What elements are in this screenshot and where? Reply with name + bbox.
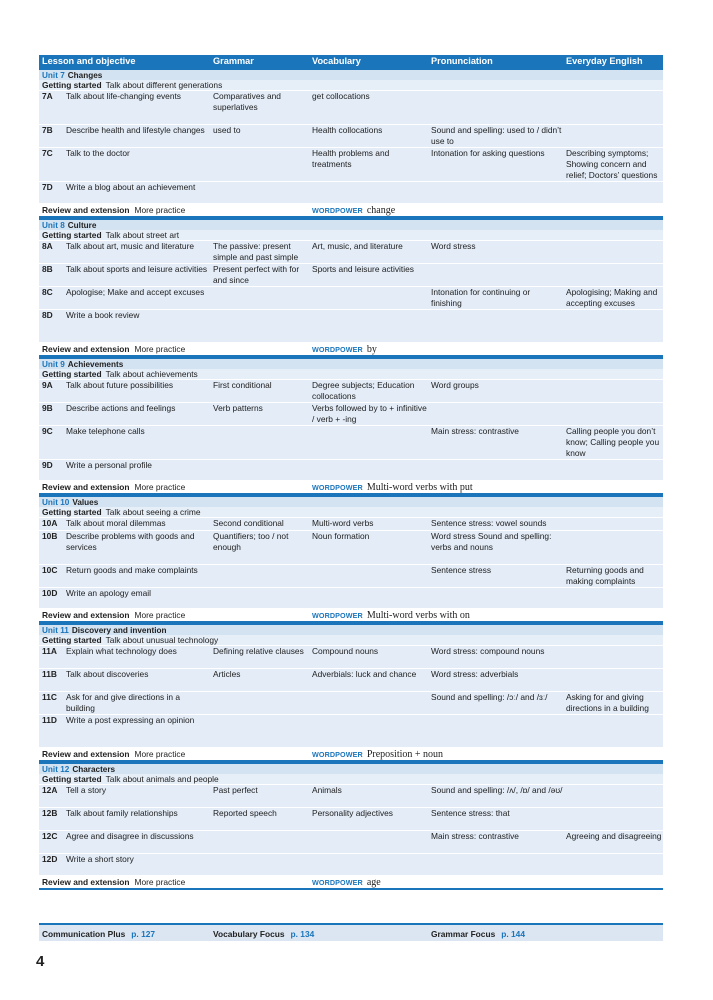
review-text: More practice bbox=[134, 344, 186, 354]
lesson-grammar bbox=[210, 588, 309, 608]
lesson-code: 8D bbox=[42, 310, 53, 320]
lesson-grammar bbox=[210, 310, 309, 342]
lesson-objective: Return goods and make complaints bbox=[66, 565, 198, 575]
unit-number: Unit 10 bbox=[42, 498, 70, 507]
lesson-vocabulary bbox=[309, 692, 428, 714]
review-text: More practice bbox=[134, 205, 186, 215]
lesson-objective: Write a personal profile bbox=[66, 460, 152, 470]
lesson-pronunciation: Intonation for continuing or finishing bbox=[431, 287, 531, 308]
unit-header bbox=[39, 623, 663, 635]
lesson-everyday-english bbox=[563, 403, 663, 425]
getting-started-label: Getting started bbox=[42, 80, 102, 90]
communication-plus-label: Communication Plus bbox=[42, 929, 126, 939]
unit-header bbox=[39, 357, 663, 369]
lesson-code: 9B bbox=[42, 403, 53, 413]
lesson-code: 12C bbox=[42, 831, 58, 841]
lesson-objective: Talk about moral dilemmas bbox=[66, 518, 166, 528]
getting-started-row bbox=[39, 635, 663, 646]
wordpower-label: WORDPOWER bbox=[312, 345, 363, 354]
lesson-vocabulary bbox=[309, 310, 428, 342]
unit-number: Unit 7 bbox=[42, 71, 65, 80]
lesson-objective: Write a post expressing an opinion bbox=[66, 715, 195, 725]
lesson-code: 9C bbox=[42, 426, 53, 436]
lesson-grammar: Verb patterns bbox=[213, 403, 263, 413]
lesson-objective: Apologise; Make and accept excuses bbox=[66, 287, 205, 297]
wordpower-label: WORDPOWER bbox=[312, 206, 363, 215]
lesson-pronunciation: Word groups bbox=[431, 380, 479, 390]
wordpower-topic: Multi-word verbs with on bbox=[366, 610, 470, 621]
lesson-pronunciation: Word stress: adverbials bbox=[431, 669, 519, 679]
lesson-code: 10C bbox=[42, 565, 58, 575]
lesson-grammar bbox=[210, 182, 309, 203]
lesson-objective: Ask for and give directions in a building bbox=[66, 692, 181, 713]
lesson-grammar: Reported speech bbox=[213, 808, 277, 818]
unit-title: Discovery and invention bbox=[71, 626, 167, 635]
lesson-objective: Talk about future possibilities bbox=[66, 380, 174, 390]
lesson-row bbox=[39, 785, 663, 808]
lesson-everyday-english bbox=[563, 785, 663, 807]
unit-title: Values bbox=[72, 498, 99, 507]
lesson-row bbox=[39, 241, 663, 264]
lesson-objective: Describe problems with goods and services bbox=[66, 531, 195, 552]
lesson-code: 11B bbox=[42, 669, 57, 679]
lesson-code: 11C bbox=[42, 692, 57, 702]
lesson-grammar bbox=[210, 715, 309, 747]
lesson-everyday-english bbox=[563, 531, 663, 564]
lesson-everyday-english bbox=[563, 518, 663, 530]
lesson-code: 11D bbox=[42, 715, 57, 725]
lesson-vocabulary: Degree subjects; Education collocations bbox=[312, 380, 415, 401]
lesson-pronunciation bbox=[428, 460, 563, 480]
review-text: More practice bbox=[134, 877, 186, 887]
getting-started-text: Talk about unusual technology bbox=[105, 635, 219, 645]
lesson-grammar bbox=[210, 565, 309, 587]
unit-title: Achievements bbox=[67, 360, 124, 369]
lesson-everyday-english bbox=[563, 91, 663, 124]
lesson-grammar bbox=[210, 287, 309, 309]
review-text: More practice bbox=[134, 749, 186, 759]
lesson-objective: Write a book review bbox=[66, 310, 140, 320]
lesson-everyday-english bbox=[563, 669, 663, 691]
lesson-code: 12B bbox=[42, 808, 58, 818]
lesson-row bbox=[39, 460, 663, 481]
lesson-grammar: Second conditional bbox=[213, 518, 284, 528]
getting-started-label: Getting started bbox=[42, 635, 102, 645]
lesson-row bbox=[39, 808, 663, 831]
vocabulary-focus-page[interactable]: p. 134 bbox=[290, 929, 315, 939]
lesson-grammar: First conditional bbox=[213, 380, 272, 390]
getting-started-text: Talk about achievements bbox=[105, 369, 198, 379]
lesson-row bbox=[39, 854, 663, 876]
lesson-everyday-english: Returning goods and making complaints bbox=[566, 565, 644, 586]
lesson-row bbox=[39, 426, 663, 460]
lesson-objective: Talk about discoveries bbox=[66, 669, 149, 679]
lesson-pronunciation bbox=[428, 854, 563, 875]
lesson-pronunciation: Word stress bbox=[431, 241, 476, 251]
lesson-pronunciation bbox=[428, 403, 563, 425]
unit-header bbox=[39, 495, 663, 507]
lesson-code: 12A bbox=[42, 785, 58, 795]
lesson-pronunciation: Main stress: contrastive bbox=[431, 831, 519, 841]
lesson-vocabulary bbox=[309, 854, 428, 875]
wordpower-label: WORDPOWER bbox=[312, 750, 363, 759]
lesson-code: 8B bbox=[42, 264, 53, 274]
lesson-code: 10B bbox=[42, 531, 58, 541]
lesson-objective: Talk about art, music and literature bbox=[66, 241, 195, 251]
lesson-everyday-english bbox=[563, 125, 663, 147]
lesson-vocabulary bbox=[309, 715, 428, 747]
lesson-pronunciation bbox=[428, 588, 563, 608]
lesson-row bbox=[39, 565, 663, 588]
lesson-row bbox=[39, 380, 663, 403]
lesson-code: 10D bbox=[42, 588, 58, 598]
wordpower-topic: Preposition + noun bbox=[366, 749, 444, 760]
table-header bbox=[39, 55, 663, 68]
unit-header bbox=[39, 218, 663, 230]
lesson-vocabulary bbox=[309, 565, 428, 587]
review-row bbox=[39, 204, 663, 218]
lesson-vocabulary bbox=[309, 831, 428, 853]
communication-plus-page[interactable]: p. 127 bbox=[131, 929, 156, 939]
header-vocabulary: Vocabulary bbox=[312, 56, 361, 66]
lesson-row bbox=[39, 692, 663, 715]
review-label: Review and extension bbox=[42, 610, 130, 620]
lesson-pronunciation: Sound and spelling: used to / didn’t use to bbox=[431, 125, 562, 146]
lesson-row bbox=[39, 310, 663, 343]
lesson-objective: Write a blog about an achievement bbox=[66, 182, 196, 192]
lesson-vocabulary: Art, music, and literature bbox=[312, 241, 403, 251]
header-lesson: Lesson and objective bbox=[42, 56, 136, 66]
lesson-everyday-english bbox=[563, 264, 663, 286]
getting-started-text: Talk about animals and people bbox=[105, 774, 219, 784]
getting-started-row bbox=[39, 507, 663, 518]
review-text: More practice bbox=[134, 482, 186, 492]
lesson-everyday-english: Apologising; Making and accepting excuses bbox=[566, 287, 658, 308]
lesson-grammar bbox=[210, 692, 309, 714]
lesson-everyday-english bbox=[563, 715, 663, 747]
lesson-everyday-english: Agreeing and disagreeing bbox=[566, 831, 662, 841]
lesson-grammar: used to bbox=[213, 125, 241, 135]
lesson-pronunciation bbox=[428, 264, 563, 286]
lesson-vocabulary: Sports and leisure activities bbox=[312, 264, 414, 274]
lesson-objective: Write an apology email bbox=[66, 588, 152, 598]
unit-number: Unit 12 bbox=[42, 765, 70, 774]
lesson-code: 7C bbox=[42, 148, 53, 158]
lesson-vocabulary: Health collocations bbox=[312, 125, 383, 135]
lesson-code: 7A bbox=[42, 91, 53, 101]
unit-title: Culture bbox=[67, 221, 97, 230]
header-everyday: Everyday English bbox=[566, 56, 643, 66]
lesson-pronunciation bbox=[428, 310, 563, 342]
lesson-grammar: Present perfect with for and since bbox=[213, 264, 300, 285]
lesson-vocabulary: Noun formation bbox=[312, 531, 370, 541]
lesson-grammar: Comparatives and superlatives bbox=[213, 91, 281, 112]
lesson-everyday-english bbox=[563, 310, 663, 342]
lesson-grammar bbox=[210, 460, 309, 480]
lesson-grammar bbox=[210, 854, 309, 875]
lesson-vocabulary bbox=[309, 287, 428, 309]
lesson-objective: Describe health and lifestyle changes bbox=[66, 125, 205, 135]
lesson-objective: Talk about life-changing events bbox=[66, 91, 181, 101]
vocabulary-focus-label: Vocabulary Focus bbox=[213, 929, 285, 939]
lesson-objective: Describe actions and feelings bbox=[66, 403, 176, 413]
grammar-focus-page[interactable]: p. 144 bbox=[501, 929, 525, 939]
review-label: Review and extension bbox=[42, 749, 130, 759]
lesson-everyday-english: Asking for and giving directions in a building bbox=[566, 692, 649, 713]
review-row bbox=[39, 748, 663, 762]
lesson-vocabulary: Personality adjectives bbox=[312, 808, 393, 818]
lesson-pronunciation: Sound and spelling: /ɔː/ and /ɜː/ bbox=[431, 692, 548, 702]
lesson-row bbox=[39, 715, 663, 748]
page-number: 4 bbox=[36, 953, 45, 970]
lesson-code: 7D bbox=[42, 182, 53, 192]
lesson-row bbox=[39, 287, 663, 310]
lesson-everyday-english bbox=[563, 380, 663, 402]
lesson-pronunciation bbox=[428, 91, 563, 124]
lesson-pronunciation: Sentence stress bbox=[431, 565, 492, 575]
lesson-everyday-english bbox=[563, 646, 663, 668]
getting-started-row bbox=[39, 369, 663, 380]
lesson-grammar: The passive: present simple and past simple bbox=[213, 241, 299, 262]
lesson-code: 11A bbox=[42, 646, 57, 656]
lesson-vocabulary bbox=[309, 426, 428, 459]
lesson-code: 9D bbox=[42, 460, 53, 470]
unit-header bbox=[39, 762, 663, 774]
lesson-objective: Explain what technology does bbox=[66, 646, 177, 656]
unit-title: Changes bbox=[67, 71, 103, 80]
review-text: More practice bbox=[134, 610, 186, 620]
lesson-vocabulary: Health problems and treatments bbox=[312, 148, 390, 169]
lesson-vocabulary bbox=[309, 588, 428, 608]
wordpower-topic: age bbox=[366, 877, 381, 888]
lesson-pronunciation: Word stress: compound nouns bbox=[431, 646, 545, 656]
lesson-everyday-english bbox=[563, 808, 663, 830]
review-label: Review and extension bbox=[42, 877, 130, 887]
lesson-vocabulary bbox=[309, 182, 428, 203]
lesson-vocabulary: Animals bbox=[312, 785, 342, 795]
lesson-grammar: Articles bbox=[213, 669, 241, 679]
lesson-row bbox=[39, 518, 663, 531]
lesson-everyday-english bbox=[563, 460, 663, 480]
lesson-row bbox=[39, 91, 663, 125]
lesson-objective: Agree and disagree in discussions bbox=[66, 831, 194, 841]
lesson-code: 7B bbox=[42, 125, 53, 135]
lesson-grammar bbox=[210, 426, 309, 459]
lesson-code: 8A bbox=[42, 241, 53, 251]
lesson-vocabulary bbox=[309, 460, 428, 480]
lesson-pronunciation bbox=[428, 715, 563, 747]
getting-started-row bbox=[39, 230, 663, 241]
lesson-objective: Talk to the doctor bbox=[66, 148, 130, 158]
wordpower-topic: change bbox=[366, 205, 396, 216]
lesson-objective: Make telephone calls bbox=[66, 426, 145, 436]
footer-references bbox=[39, 923, 663, 941]
lesson-vocabulary: get collocations bbox=[312, 91, 370, 101]
lesson-objective: Write a short story bbox=[66, 854, 134, 864]
lesson-row bbox=[39, 831, 663, 854]
units-container bbox=[39, 68, 663, 890]
getting-started-text: Talk about different generations bbox=[105, 80, 223, 90]
lesson-grammar: Past perfect bbox=[213, 785, 258, 795]
lesson-code: 9A bbox=[42, 380, 53, 390]
getting-started-label: Getting started bbox=[42, 369, 102, 379]
lesson-row bbox=[39, 646, 663, 669]
lesson-code: 10A bbox=[42, 518, 58, 528]
getting-started-text: Talk about seeing a crime bbox=[105, 507, 201, 517]
lesson-grammar: Quantifiers; too / not enough bbox=[213, 531, 289, 552]
lesson-row bbox=[39, 403, 663, 426]
lesson-row bbox=[39, 148, 663, 182]
unit-title: Characters bbox=[72, 765, 116, 774]
review-row bbox=[39, 876, 663, 890]
lesson-pronunciation: Intonation for asking questions bbox=[431, 148, 545, 158]
review-row bbox=[39, 609, 663, 623]
lesson-row bbox=[39, 669, 663, 692]
unit-number: Unit 8 bbox=[42, 221, 65, 230]
grammar-focus-label: Grammar Focus bbox=[431, 929, 496, 939]
review-label: Review and extension bbox=[42, 344, 130, 354]
getting-started-label: Getting started bbox=[42, 507, 102, 517]
review-row bbox=[39, 481, 663, 495]
lesson-pronunciation: Sentence stress: that bbox=[431, 808, 510, 818]
wordpower-topic: Multi-word verbs with put bbox=[366, 482, 473, 493]
getting-started-label: Getting started bbox=[42, 230, 102, 240]
lesson-pronunciation: Sentence stress: vowel sounds bbox=[431, 518, 547, 528]
lesson-grammar bbox=[210, 148, 309, 181]
unit-number: Unit 11 bbox=[42, 626, 69, 635]
wordpower-label: WORDPOWER bbox=[312, 483, 363, 492]
lesson-vocabulary: Verbs followed by to + infinitive / verb + -ing bbox=[312, 403, 427, 424]
lesson-code: 8C bbox=[42, 287, 53, 297]
lesson-everyday-english: Describing symptoms; Showing concern and relief; Doctors’ questions bbox=[566, 148, 658, 180]
lesson-row bbox=[39, 588, 663, 609]
lesson-objective: Talk about sports and leisure activities bbox=[66, 264, 208, 274]
lesson-everyday-english bbox=[563, 182, 663, 203]
header-pronunciation: Pronunciation bbox=[431, 56, 493, 66]
lesson-row bbox=[39, 264, 663, 287]
getting-started-text: Talk about street art bbox=[105, 230, 180, 240]
lesson-vocabulary: Compound nouns bbox=[312, 646, 379, 656]
lesson-vocabulary: Multi-word verbs bbox=[312, 518, 374, 528]
lesson-vocabulary: Adverbials: luck and chance bbox=[312, 669, 417, 679]
lesson-objective: Tell a story bbox=[66, 785, 107, 795]
review-row bbox=[39, 343, 663, 357]
lesson-everyday-english bbox=[563, 241, 663, 263]
lesson-objective: Talk about family relationships bbox=[66, 808, 178, 818]
lesson-everyday-english: Calling people you don’t know; Calling people you know bbox=[566, 426, 660, 458]
getting-started-row bbox=[39, 774, 663, 785]
lesson-everyday-english bbox=[563, 588, 663, 608]
lesson-pronunciation: Sound and spelling: /ʌ/, /ɒ/ and /əʊ/ bbox=[431, 785, 563, 795]
lesson-row bbox=[39, 531, 663, 565]
lesson-pronunciation: Word stress Sound and spelling: verbs and nouns bbox=[431, 531, 552, 552]
wordpower-label: WORDPOWER bbox=[312, 878, 363, 887]
lesson-pronunciation bbox=[428, 182, 563, 203]
getting-started-row bbox=[39, 80, 663, 91]
unit-header bbox=[39, 68, 663, 80]
lesson-row bbox=[39, 125, 663, 148]
unit-number: Unit 9 bbox=[42, 360, 65, 369]
lesson-grammar: Defining relative clauses bbox=[213, 646, 304, 656]
wordpower-label: WORDPOWER bbox=[312, 611, 363, 620]
lesson-grammar bbox=[210, 831, 309, 853]
lesson-row bbox=[39, 182, 663, 204]
review-label: Review and extension bbox=[42, 205, 130, 215]
review-label: Review and extension bbox=[42, 482, 130, 492]
lesson-pronunciation: Main stress: contrastive bbox=[431, 426, 519, 436]
getting-started-label: Getting started bbox=[42, 774, 102, 784]
wordpower-topic: by bbox=[366, 344, 377, 355]
header-grammar: Grammar bbox=[213, 56, 254, 66]
lesson-code: 12D bbox=[42, 854, 58, 864]
lesson-everyday-english bbox=[563, 854, 663, 875]
contents-table bbox=[39, 55, 663, 890]
